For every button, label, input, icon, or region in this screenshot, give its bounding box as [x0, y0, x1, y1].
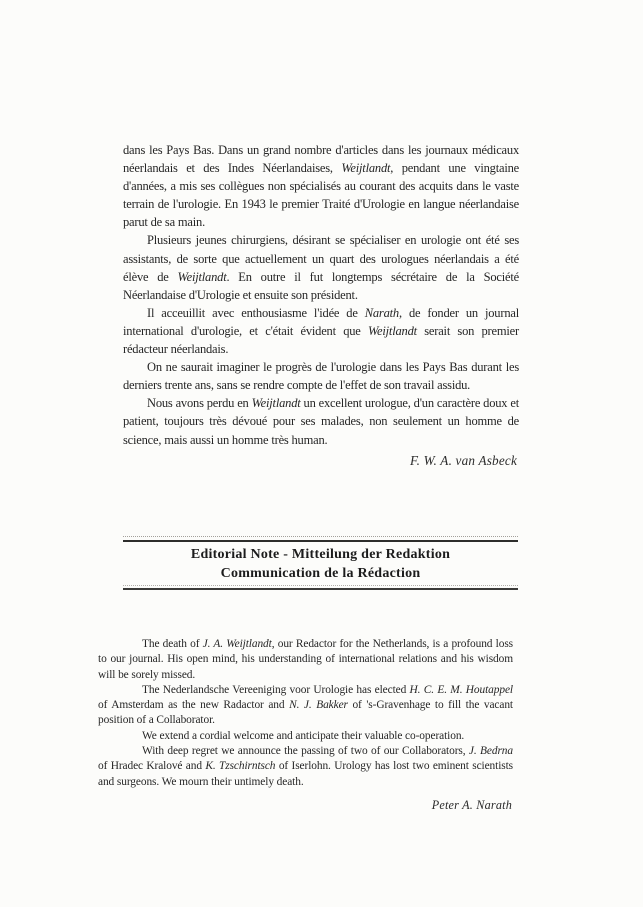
memorial-paragraph: Plusieurs jeunes chirurgiens, désirant se spécialiser en urologie ont été ses assistants, de sorte que actuellement un quart des urologues néerlandais a été élève de Weijtlandt. En outre il fut longtemps sécrétaire de la Société Néerlandaise d'Urologie et ensuite son président.: [123, 233, 519, 302]
heading-bottom-rule: [123, 588, 518, 590]
memorial-paragraph: On ne saurait imaginer le progrès de l'urologie dans les Pays Bas durant les derniers trente ans, sans se rendre compte de l'effet de son travail assidu.: [123, 360, 519, 393]
editorial-signature: Peter A. Narath: [431, 798, 512, 812]
editorial-paragraph: The Nederlandsche Vereeniging voor Urologie has elected H. C. E. M. Houtappel of Amsterdam as the new Radactor and N. J. Bakker of 's-Gravenhage to fill the vacant position of a Collaborator.: [98, 683, 513, 727]
editorial-heading-line2: Communication de la Rédaction: [220, 566, 421, 581]
editorial-heading-line1: Editorial Note - Mitteilung der Redaktion: [190, 547, 451, 562]
editorial-paragraph: We extend a cordial welcome and anticipate their valuable co-operation.: [142, 729, 465, 742]
memorial-paragraph: Il acceuillit avec enthousiasme l'idée de Narath, de fonder un journal international d'urologie, et c'était évident que Weijtlandt serait son premier rédacteur néerlandais.: [123, 305, 519, 357]
editorial-note-heading: [123, 536, 518, 590]
editorial-note-body: [98, 637, 513, 790]
memorial-paragraph: dans les Pays Bas. Dans un grand nombre d'articles dans les journaux médicaux néerlandais et des Indes Néerlandaises, Weijtlandt, pendant une vingtaine d'années, a mis ses collègues non spécialisés au courant des acquits dans le vaste terrain de l'urologie. En 1943 le premier Traité d'Urologie en langue néerlandaise parut de sa main.: [123, 143, 519, 230]
memorial-paragraph: Nous avons perdu en Weijtlandt un excellent urologue, d'un caractère doux et patient, toujours très dévoué pour ses malades, non seulement un homme de science, mais aussi un homme très human.: [123, 396, 519, 447]
editorial-paragraph: With deep regret we announce the passing of two of our Collaborators, J. Bedrna of Hradec Kralové and K. Tzschirntsch of Iserlohn. Urology has lost two eminent scientists and surgeons. We mourn their untimely death.: [98, 745, 513, 788]
memorial-article: [123, 141, 519, 449]
memorial-signature: F. W. A. van Asbeck: [410, 453, 517, 468]
editorial-paragraph: The death of J. A. Weijtlandt, our Redactor for the Netherlands, is a profound loss to our journal. His open mind, his understanding of international relations and his wisdom will be sorely missed.: [98, 638, 513, 681]
